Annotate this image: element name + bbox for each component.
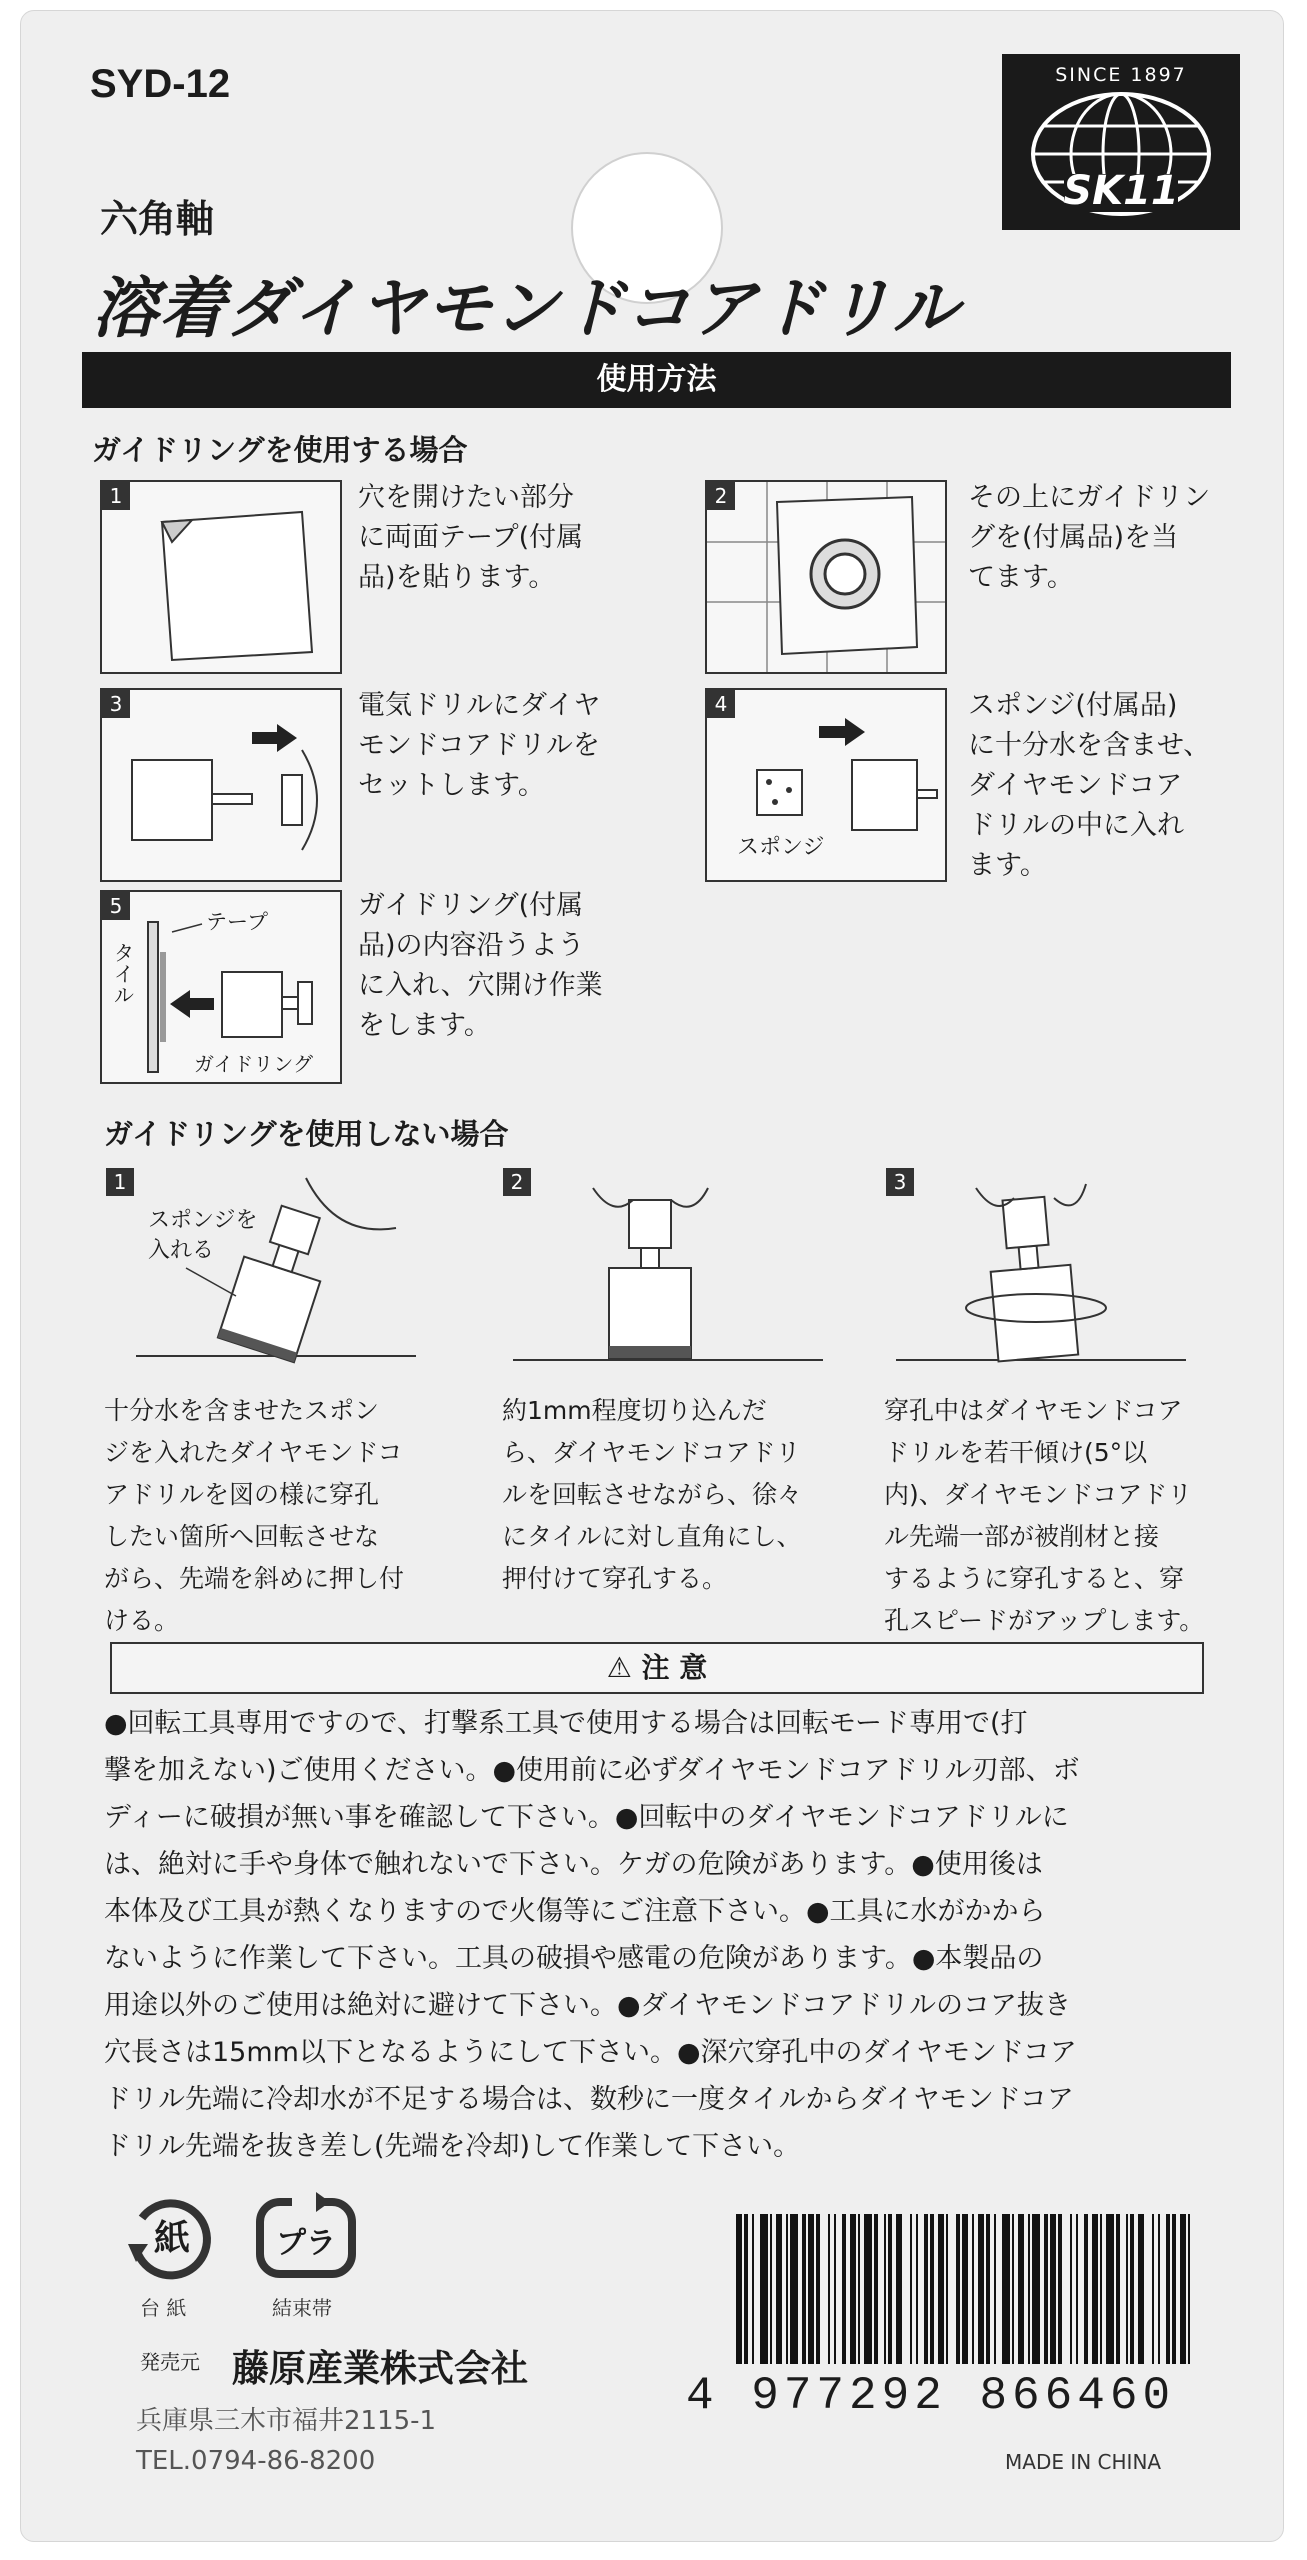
barcode-bar [842,2214,846,2364]
barcode-bar [1002,2214,1010,2364]
barcode-bar [776,2214,782,2364]
guide-step-2-illustration [705,480,947,674]
barcode-bar [994,2214,996,2364]
no-guide-step-2-text: 約1mm程度切り込んだ ら、ダイヤモンドコアドリ ルを回転させながら、徐々 にタイルに対し直角にし、 押付けて穿孔する。 [502,1396,803,1593]
barcode-bar [1092,2214,1098,2364]
caution-label: ⚠ 注 意 [606,1651,708,1684]
logo-brand: SK11 [1063,168,1179,214]
barcode-bar [1158,2214,1160,2364]
barcode-bar [1188,2214,1190,2364]
barcode-bar [946,2214,948,2364]
guide-ring-on-tile-icon [707,482,945,672]
step-number: 2 [707,482,735,510]
barcode-bar [770,2214,772,2364]
paper-glyph: 紙 [153,2218,190,2259]
barcode-bar [1172,2214,1176,2364]
brand-logo [1002,54,1240,230]
barcode-bar [744,2214,748,2364]
guide-step-4-text: スポンジ(付属品) に十分水を含ませ、 ダイヤモンドコア ドリルの中に入れ ます。 [968,690,1211,881]
guide-step-1-text: 穴を開けたい部分 に両面テープ(付属 品)を貼ります。 [358,482,584,593]
no-guide-step-1-illustration [106,1168,436,1368]
barcode-bar [1126,2214,1128,2364]
tile-label: タイル [111,942,135,1005]
barcode-bar [924,2214,928,2364]
barcode-bar [834,2214,836,2364]
step-number: 3 [102,690,130,718]
step-number: 5 [102,892,130,920]
step-number: 4 [707,690,735,718]
plastic-glyph: プラ [276,2226,336,2261]
no-guide-step-3-illustration [886,1168,1206,1368]
company-name: 藤原産業株式会社 [232,2347,528,2390]
barcode-bar [1028,2214,1030,2364]
step-number: 2 [503,1168,531,1196]
barcode-bar [972,2214,974,2364]
company-address: 兵庫県三木市福井2115-1 [136,2406,437,2436]
barcode-bar [1044,2214,1048,2364]
guide-step-4-illustration [705,688,947,882]
vertical-drill-icon [503,1168,833,1368]
barcode-bar [1070,2214,1072,2364]
paper-label: 台 紙 [140,2296,187,2320]
barcode-bar [956,2214,960,2364]
barcode-bar [802,2214,806,2364]
drill-attach-icon [102,690,340,880]
plastic-recycle-mark [252,2188,360,2288]
ring-label: ガイドリング [194,1052,313,1076]
barcode-bar [808,2214,814,2364]
paper-recycle-mark [122,2188,222,2288]
barcode-bar [1084,2214,1088,2364]
barcode-bar [1050,2214,1056,2364]
barcode-bars [730,2214,1200,2364]
usage-bar: 使用方法 [82,352,1231,408]
tape-sheet-icon [102,482,340,672]
guide-step-3-illustration [100,688,342,882]
barcode-bar [962,2214,968,2364]
step-number: 1 [102,482,130,510]
without-guide-heading: ガイドリングを使用しない場合 [104,1117,509,1151]
no-guide-step-3-text: 穿孔中はダイヤモンドコア ドリルを若干傾け(5°以 内)、ダイヤモンドコアドリ ル先端一部が被削材と接 するように穿孔すると、穿 孔スピードがアップします。 [884,1396,1205,1635]
tilted-rotating-drill-icon [886,1168,1206,1368]
barcode-bar [1032,2214,1040,2364]
product-title: 溶着ダイヤモンドコアドリル [92,270,960,347]
guide-step-5-text: ガイドリング(付属 品)の内容沿うよう に入れ、穴開け作業 をします。 [358,890,603,1041]
barcode-bar [1076,2214,1078,2364]
barcode-bar [1180,2214,1186,2364]
barcode-bar [1100,2214,1102,2364]
step-number: 1 [106,1168,134,1196]
tape-label: テープ [206,910,268,934]
caution-body: ●回転工具専用ですので、打撃系工具で使用する場合は回転モード専用で(打 撃を加えない)ご使用ください。●使用前に必ずダイヤモンドコアドリル刃部、ボ ディーに破損が無い事を確認して下さい。●回転中のダイヤモンドコアドリルに は、絶対に手や身体で触れないで下さい。ケガの危険があります。●使用後は 本体及び工具が熱くなりますので火傷等にご注意下さい。●工具に水がかから ないように作業して下さい。工具の破損や感電の危険があります。●本製品の 用途以外のご使用は絶対に避けて下さい。●ダイヤモンドコアドリルのコア抜き 穴長さは15mm以下となるようにして下さい。●深穴穿孔中のダイヤモンドコア ドリル先端に冷却水が不足する場合は、数秒に一度タイルからダイヤモンドコア ドリル先端を抜き差し(先端を冷却)して作業して下さい。 [104,1708,1080,2162]
no-guide-step-1-text: 十分水を含ませたスポン ジを入れたダイヤモンドコ アドリルを図の様に穿孔 したい箇所へ回転させな がら、先端を斜めに押し付 ける。 [104,1396,405,1635]
plastic-label: 結束帯 [272,2296,332,2320]
barcode-bar [736,2214,742,2364]
barcode-bar [930,2214,934,2364]
barcode-bar [888,2214,892,2364]
barcode-bar [816,2214,820,2364]
barcode-bar [760,2214,768,2364]
barcode-bar [790,2214,798,2364]
barcode-bar [1130,2214,1134,2364]
barcode-bar [1152,2214,1154,2364]
barcode-bar [916,2214,918,2364]
barcode-bar [1138,2214,1144,2364]
logo-since: SINCE 1897 [1055,64,1187,86]
guide-step-5-illustration [100,890,342,1084]
guide-step-3-text: 電気ドリルにダイヤ モンドコアドリルを セットします。 [358,690,601,801]
barcode-bar [1166,2214,1170,2364]
barcode-bar [864,2214,872,2364]
barcode-bar [858,2214,860,2364]
barcode-bar [1012,2214,1014,2364]
barcode-bar [1058,2214,1062,2364]
guide-step-2-text: その上にガイドリン グを(付属品)を当 てます。 [968,482,1211,593]
with-guide-heading: ガイドリングを使用する場合 [92,433,468,467]
barcode-bar [884,2214,886,2364]
sponge-label: スポンジ [737,835,825,860]
barcode-bar [986,2214,990,2364]
barcode-number: 4 977292 866460 [686,2370,1176,2422]
angled-drill-icon [106,1168,436,1368]
guide-step-1-illustration [100,480,342,674]
caution-header [110,1642,1204,1694]
barcode-bar [874,2214,878,2364]
product-subtitle: 六角軸 [100,197,215,241]
no-guide-step-2-illustration [503,1168,833,1368]
company-tel: TEL.0794-86-8200 [136,2446,376,2476]
barcode-bar [828,2214,830,2364]
barcode-bar [1018,2214,1024,2364]
issuer-label: 発売元 [140,2350,200,2374]
made-in: MADE IN CHINA [1005,2450,1162,2474]
barcode-bar [938,2214,944,2364]
barcode [730,2214,1200,2364]
barcode-bar [752,2214,754,2364]
barcode-bar [978,2214,984,2364]
barcode-bar [1106,2214,1114,2364]
model-number: SYD-12 [90,62,231,106]
step-number: 3 [886,1168,914,1196]
barcode-bar [896,2214,902,2364]
sponge-insert-label: スポンジを 入れる [148,1208,258,1263]
barcode-bar [1116,2214,1120,2364]
barcode-bar [786,2214,788,2364]
barcode-bar [910,2214,912,2364]
barcode-bar [850,2214,856,2364]
